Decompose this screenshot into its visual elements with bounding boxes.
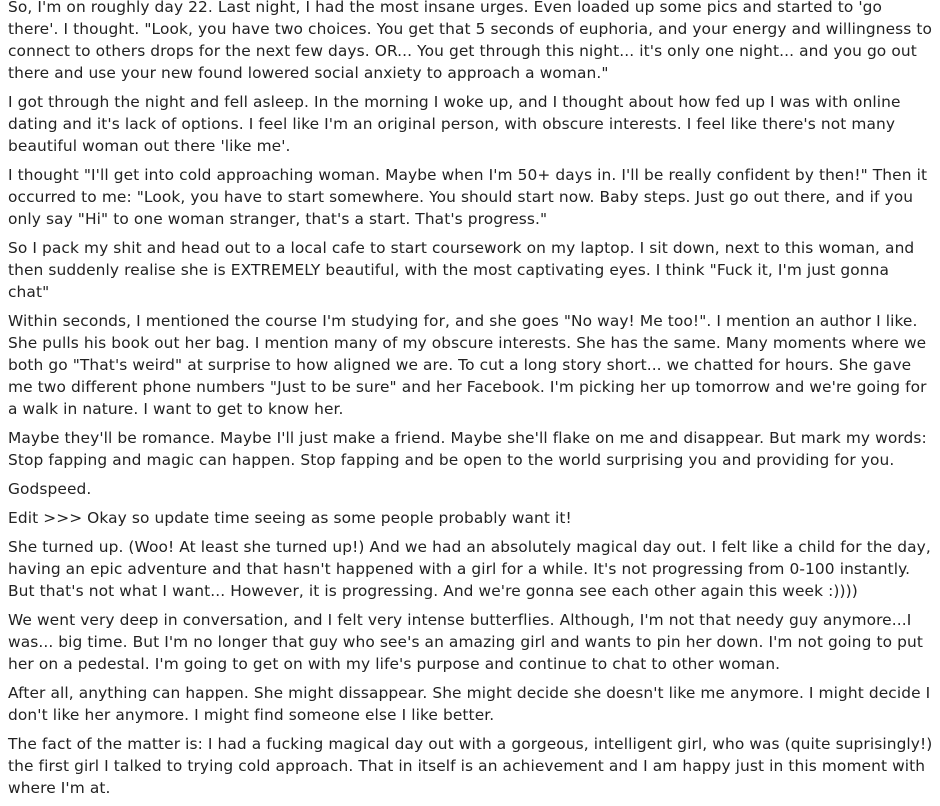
paragraph-7: Godspeed. <box>8 480 92 498</box>
paragraph-5: Within seconds, I mentioned the course I'm studying for, and she goes "No way! Me too!". I mention an author I like. She pulls his book out her bag. I mention many of my obscure interests. She has the same. Many moments where we both go "That's weird" at surprise to how aligned we are. To cut a long story short... we chatted for hours. She gave me two different phone numbers "Just to be sure" and her Facebook. I'm picking her up tomorrow and we're going for a walk in nature. I want to get to know her. <box>8 312 927 418</box>
paragraph-2: I got through the night and fell asleep. In the morning I woke up, and I thought about how fed up I was with online dating and it's lack of options. I feel like I'm an original person, with obscure interests. I feel like there's not many beautiful woman out there 'like me'. <box>8 93 901 155</box>
paragraph-4: So I pack my shit and head out to a local cafe to start coursework on my laptop. I sit down, next to this woman, and then suddenly realise she is EXTREMELY beautiful, with the most captivating eyes. I think "Fuck it, I'm just gonna chat" <box>8 239 915 301</box>
paragraph-6: Maybe they'll be romance. Maybe I'll just make a friend. Maybe she'll flake on me and disappear. But mark my words: Stop fapping and magic can happen. Stop fapping and be open to the world surprising you and providing for you. <box>8 429 927 469</box>
paragraph-9: She turned up. (Woo! At least she turned up!) And we had an absolutely magical day out. I felt like a child for the day, having an epic adventure and that hasn't happened with a girl for a while. It's not progressing from 0-100 instantly. But that's not what I want... However, it is progressing. And we're gonna see each other again this week :)))) <box>8 538 931 600</box>
paragraph-8: Edit >>> Okay so update time seeing as some people probably want it! <box>8 509 572 527</box>
paragraph-10: We went very deep in conversation, and I felt very intense butterflies. Although, I'm not that needy guy anymore...I was... big time. But I'm no longer that guy who see's an amazing girl and wants to pin her down. I'm not going to put her on a pedestal. I'm going to get on with my life's purpose and continue to chat to other woman. <box>8 611 923 673</box>
post-body <box>8 0 934 806</box>
paragraph-3: I thought "I'll get into cold approaching woman. Maybe when I'm 50+ days in. I'll be really confident by then!" Then it occurred to me: "Look, you have to start somewhere. You should start now. Baby steps. Just go out there, and if you only say "Hi" to one woman stranger, that's a start. That's progress." <box>8 166 928 228</box>
paragraph-11: After all, anything can happen. She might dissappear. She might decide she doesn't like me anymore. I might decide I don't like her anymore. I might find someone else I like better. <box>8 684 931 724</box>
paragraph-1: So, I'm on roughly day 22. Last night, I had the most insane urges. Even loaded up some pics and started to 'go there'. I thought. "Look, you have two choices. You get that 5 seconds of euphoria, and your energy and willingness to connect to others drops for the next few days. OR... You get through this night... it's only one night... and you go out there and use your new found lowered social anxiety to approach a woman." <box>8 0 933 82</box>
paragraph-12: The fact of the matter is: I had a fucking magical day out with a gorgeous, intelligent girl, who was (quite suprisingly!) the first girl I talked to trying cold approach. That in itself is an achievement and I am happy just in this moment with where I'm at. <box>8 735 933 797</box>
